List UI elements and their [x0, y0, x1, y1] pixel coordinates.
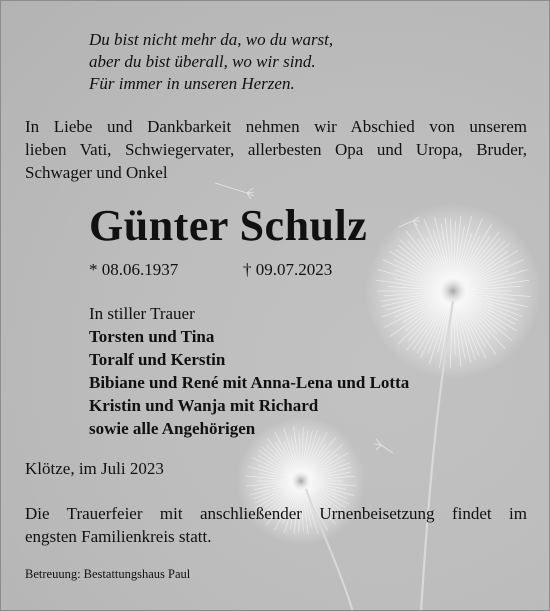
mourner-name: Kristin und Wanja mit Richard: [89, 396, 319, 415]
mourners-block: [89, 302, 409, 440]
funeral-line: engsten Familienkreis statt.: [25, 527, 212, 546]
death-date: † 09.07.2023: [243, 260, 333, 279]
poem: [89, 29, 333, 95]
deceased-name: Günter Schulz: [89, 201, 368, 250]
poem-line: aber du bist überall, wo wir sind.: [89, 52, 316, 71]
mourner-name: Bibiane und René mit Anna-Lena und Lotta: [89, 373, 410, 392]
intro-line: In Liebe und Dankbarkeit nehmen wir Abschied von unserem: [25, 117, 527, 136]
funeral-line: Die Trauerfeier mit anschließender Urnenbeisetzung findet im: [25, 504, 527, 523]
funeral-info: [25, 502, 527, 548]
intro-line: lieben Vati, Schwiegervater, allerbesten Opa und Uropa, Bruder,: [25, 140, 527, 159]
poem-line: Du bist nicht mehr da, wo du warst,: [89, 30, 334, 49]
funeral-home-credit: Betreuung: Bestattungshaus Paul: [25, 567, 191, 581]
birth-date: * 08.06.1937: [89, 260, 179, 279]
mourners-intro: In stiller Trauer: [89, 304, 195, 323]
mourner-name: Torsten und Tina: [89, 327, 215, 346]
mourner-name: Toralf und Kerstin: [89, 350, 226, 369]
poem-line: Für immer in unseren Herzen.: [89, 74, 295, 93]
intro-line: Schwager und Onkel: [25, 163, 168, 182]
place-date: Klötze, im Juli 2023: [25, 459, 164, 478]
intro-text: [25, 115, 527, 184]
mourner-name: sowie alle Angehörigen: [89, 419, 256, 438]
